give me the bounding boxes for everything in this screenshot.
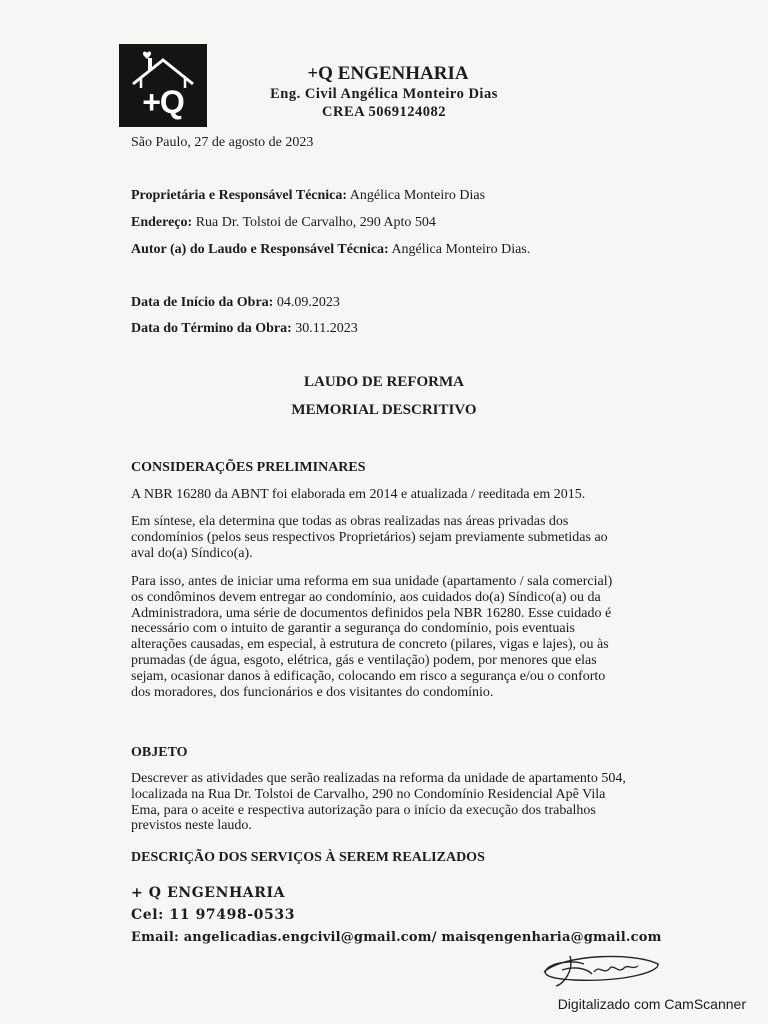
end-date-label: Data do Término da Obra: — [131, 321, 292, 336]
owner-label: Proprietária e Responsável Técnica: — [131, 188, 348, 203]
contact-phone: Cel: 11 97498-0533 — [131, 907, 296, 923]
engineer-name: Eng. Civil Angélica Monteiro Dias — [270, 86, 498, 102]
contact-email: Email: angelicadias.engcivil@gmail.com/ maisqengenharia@gmail.com — [131, 930, 662, 945]
paragraph-object — [131, 771, 651, 834]
paragraph-line: alterações causadas, em especial, à estrutura de concreto (pilares, vigas e lajes), ou às — [131, 637, 609, 653]
author-line — [131, 242, 530, 258]
address-value: Rua Dr. Tolstoi de Carvalho, 290 Apto 504 — [192, 215, 436, 230]
paragraph-line: necessário com o intuito de garantir a segurança do condomínio, pois eventuais — [131, 621, 575, 637]
paragraph-line: previstos neste laudo. — [131, 818, 252, 834]
document-title: LAUDO DE REFORMA — [304, 374, 464, 390]
paragraph-line: aval do(a) Síndico(a). — [131, 545, 253, 561]
contact-company: + Q ENGENHARIA — [131, 885, 286, 901]
object-heading: OBJETO — [131, 745, 188, 760]
scanner-watermark: Digitalizado com CamScanner — [557, 996, 746, 1012]
paragraph-line: condomínios (pelos seus respectivos Proprietários) sejam previamente submetidas ao — [131, 529, 608, 545]
author-value: Angélica Monteiro Dias. — [388, 242, 531, 257]
considerations-heading: CONSIDERAÇÕES PRELIMINARES — [131, 460, 366, 475]
address-line — [131, 215, 436, 231]
end-date-value: 30.11.2023 — [291, 321, 358, 336]
paragraph-line: os condôminos devem entregar ao condomínio, aos cuidados do(a) Síndico(a) ou da — [131, 589, 601, 605]
paragraph-requirements — [131, 574, 651, 700]
paragraph-line: Administradora, uma série de documentos definidos pela NBR 16280. Esse cuidado é — [131, 605, 612, 621]
paragraph-line: localizada na Rua Dr. Tolstoi de Carvalho, 290 no Condomínio Residencial Apê Vila — [131, 786, 606, 802]
crea-number: CREA 5069124082 — [322, 104, 446, 120]
paragraph-line: dos moradores, dos funcionários e dos visitantes do condomínio. — [131, 684, 494, 700]
paragraph-line: sejam, ocasionar danos à edificação, colocando em risco a segurança e/ou o conforto — [131, 668, 606, 684]
services-heading: DESCRIÇÃO DOS SERVIÇOS À SEREM REALIZADOS — [131, 850, 485, 865]
paragraph-summary — [131, 514, 651, 561]
owner-line — [131, 188, 485, 204]
paragraph-line: Para isso, antes de iniciar uma reforma em sua unidade (apartamento / sala comercial) — [131, 574, 613, 589]
end-date-line — [131, 321, 358, 337]
signature-icon — [534, 950, 664, 990]
address-label: Endereço: — [131, 215, 193, 230]
owner-value: Angélica Monteiro Dias — [347, 188, 486, 203]
paragraph-line: A NBR 16280 da ABNT foi elaborada em 2014 e atualizada / reeditada em 2015. — [131, 487, 586, 502]
start-date-label: Data de Início da Obra: — [131, 295, 274, 310]
company-name: +Q ENGENHARIA — [307, 63, 469, 84]
place-date: São Paulo, 27 de agosto de 2023 — [131, 135, 314, 150]
paragraph-nbr — [131, 487, 651, 503]
document-subtitle: MEMORIAL DESCRITIVO — [291, 402, 477, 418]
paragraph-line: Descrever as atividades que serão realizadas na reforma da unidade de apartamento 504, — [131, 771, 626, 786]
author-label: Autor (a) do Laudo e Responsável Técnica: — [131, 242, 389, 257]
start-date-value: 04.09.2023 — [273, 295, 340, 310]
logo-mark: +Q — [142, 84, 184, 120]
start-date-line — [131, 295, 340, 311]
paragraph-line: prumadas (de água, esgoto, elétrica, gás e ventilação) podem, por menores que elas — [131, 652, 597, 668]
paragraph-line: Em síntese, ela determina que todas as obras realizadas nas áreas privadas dos — [131, 514, 569, 529]
paragraph-line: Ema, para o aceite e respectiva autorização para o início da execução dos trabalhos — [131, 802, 596, 818]
